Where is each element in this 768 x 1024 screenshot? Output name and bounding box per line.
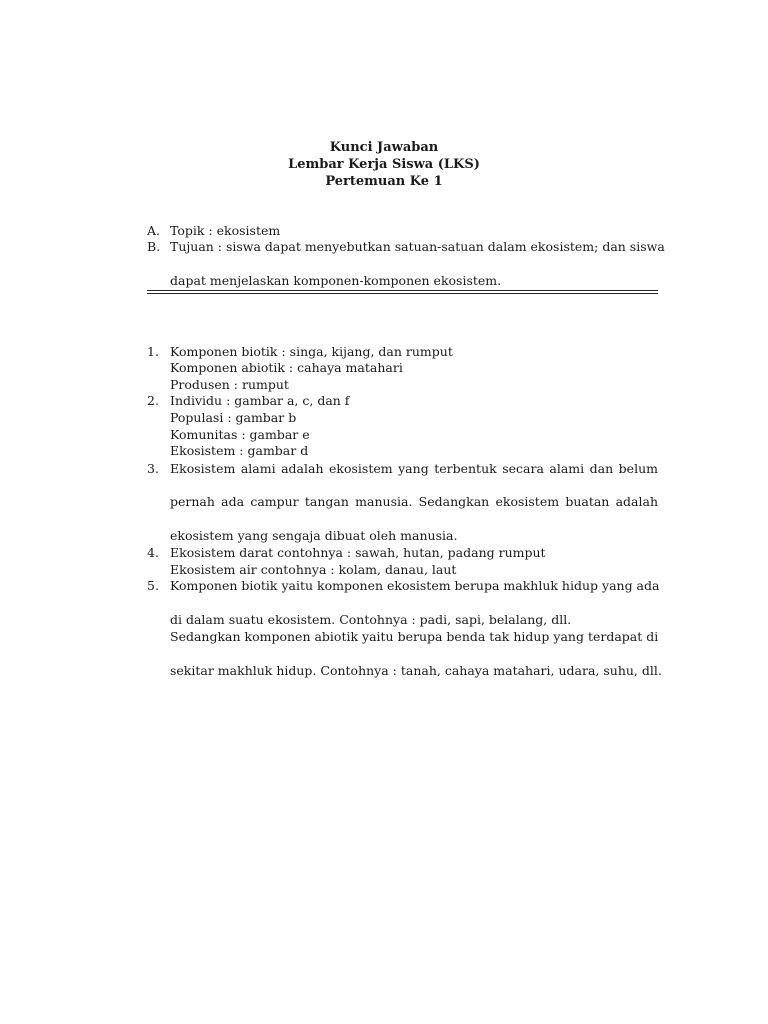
intro-b-line-1: Tujuan : siswa dapat menyebutkan satuan-satuan dalam ekosistem; dan siswa xyxy=(170,239,665,254)
answer-3-number: 3. xyxy=(147,461,159,476)
answer-1-number: 1. xyxy=(147,344,159,359)
intro-b-line-2: dapat menjelaskan komponen-komponen ekosistem. xyxy=(170,273,502,288)
answer-2-line: Komunitas : gambar e xyxy=(170,427,310,442)
answer-5-line: Komponen biotik yaitu komponen ekosistem berupa makhluk hidup yang ada xyxy=(170,578,660,593)
title-line-2: Lembar Kerja Siswa (LKS) xyxy=(288,157,480,172)
title-line-1: Kunci Jawaban xyxy=(329,140,439,155)
answer-4-number: 4. xyxy=(147,545,159,560)
divider-top xyxy=(147,290,658,291)
intro-a-marker: A. xyxy=(147,223,161,238)
answer-3-line: ekosistem yang sengaja dibuat oleh manusia. xyxy=(170,528,458,543)
answer-2-line: Individu : gambar a, c, dan f xyxy=(170,393,350,408)
answer-5-number: 5. xyxy=(147,578,159,593)
answer-1-line: Komponen abiotik : cahaya matahari xyxy=(170,360,403,375)
answer-2-line: Ekosistem : gambar d xyxy=(170,443,309,458)
answer-5-line: di dalam suatu ekosistem. Contohnya : padi, sapi, belalang, dll. xyxy=(170,612,572,627)
answer-3-line: pernah ada campur tangan manusia. Sedangkan ekosistem buatan adalah xyxy=(170,494,658,509)
divider-bottom xyxy=(147,293,658,294)
answer-5-line: sekitar makhluk hidup. Contohnya : tanah, cahaya matahari, udara, suhu, dll. xyxy=(170,663,662,678)
intro-b-marker: B. xyxy=(147,239,161,254)
answer-5-line: Sedangkan komponen abiotik yaitu berupa benda tak hidup yang terdapat di xyxy=(170,629,659,644)
answer-2-number: 2. xyxy=(147,393,159,408)
answer-2-line: Populasi : gambar b xyxy=(170,410,297,425)
answer-4-line: Ekosistem darat contohnya : sawah, hutan, padang rumput xyxy=(170,545,546,560)
answer-1-line: Komponen biotik : singa, kijang, dan rumput xyxy=(170,344,453,359)
answer-1-line: Produsen : rumput xyxy=(170,377,289,392)
intro-a-text: Topik : ekosistem xyxy=(170,223,281,238)
title-line-3: Pertemuan Ke 1 xyxy=(325,174,443,189)
answer-4-line: Ekosistem air contohnya : kolam, danau, laut xyxy=(170,562,457,577)
answer-3-line: Ekosistem alami adalah ekosistem yang terbentuk secara alami dan belum xyxy=(170,461,658,476)
